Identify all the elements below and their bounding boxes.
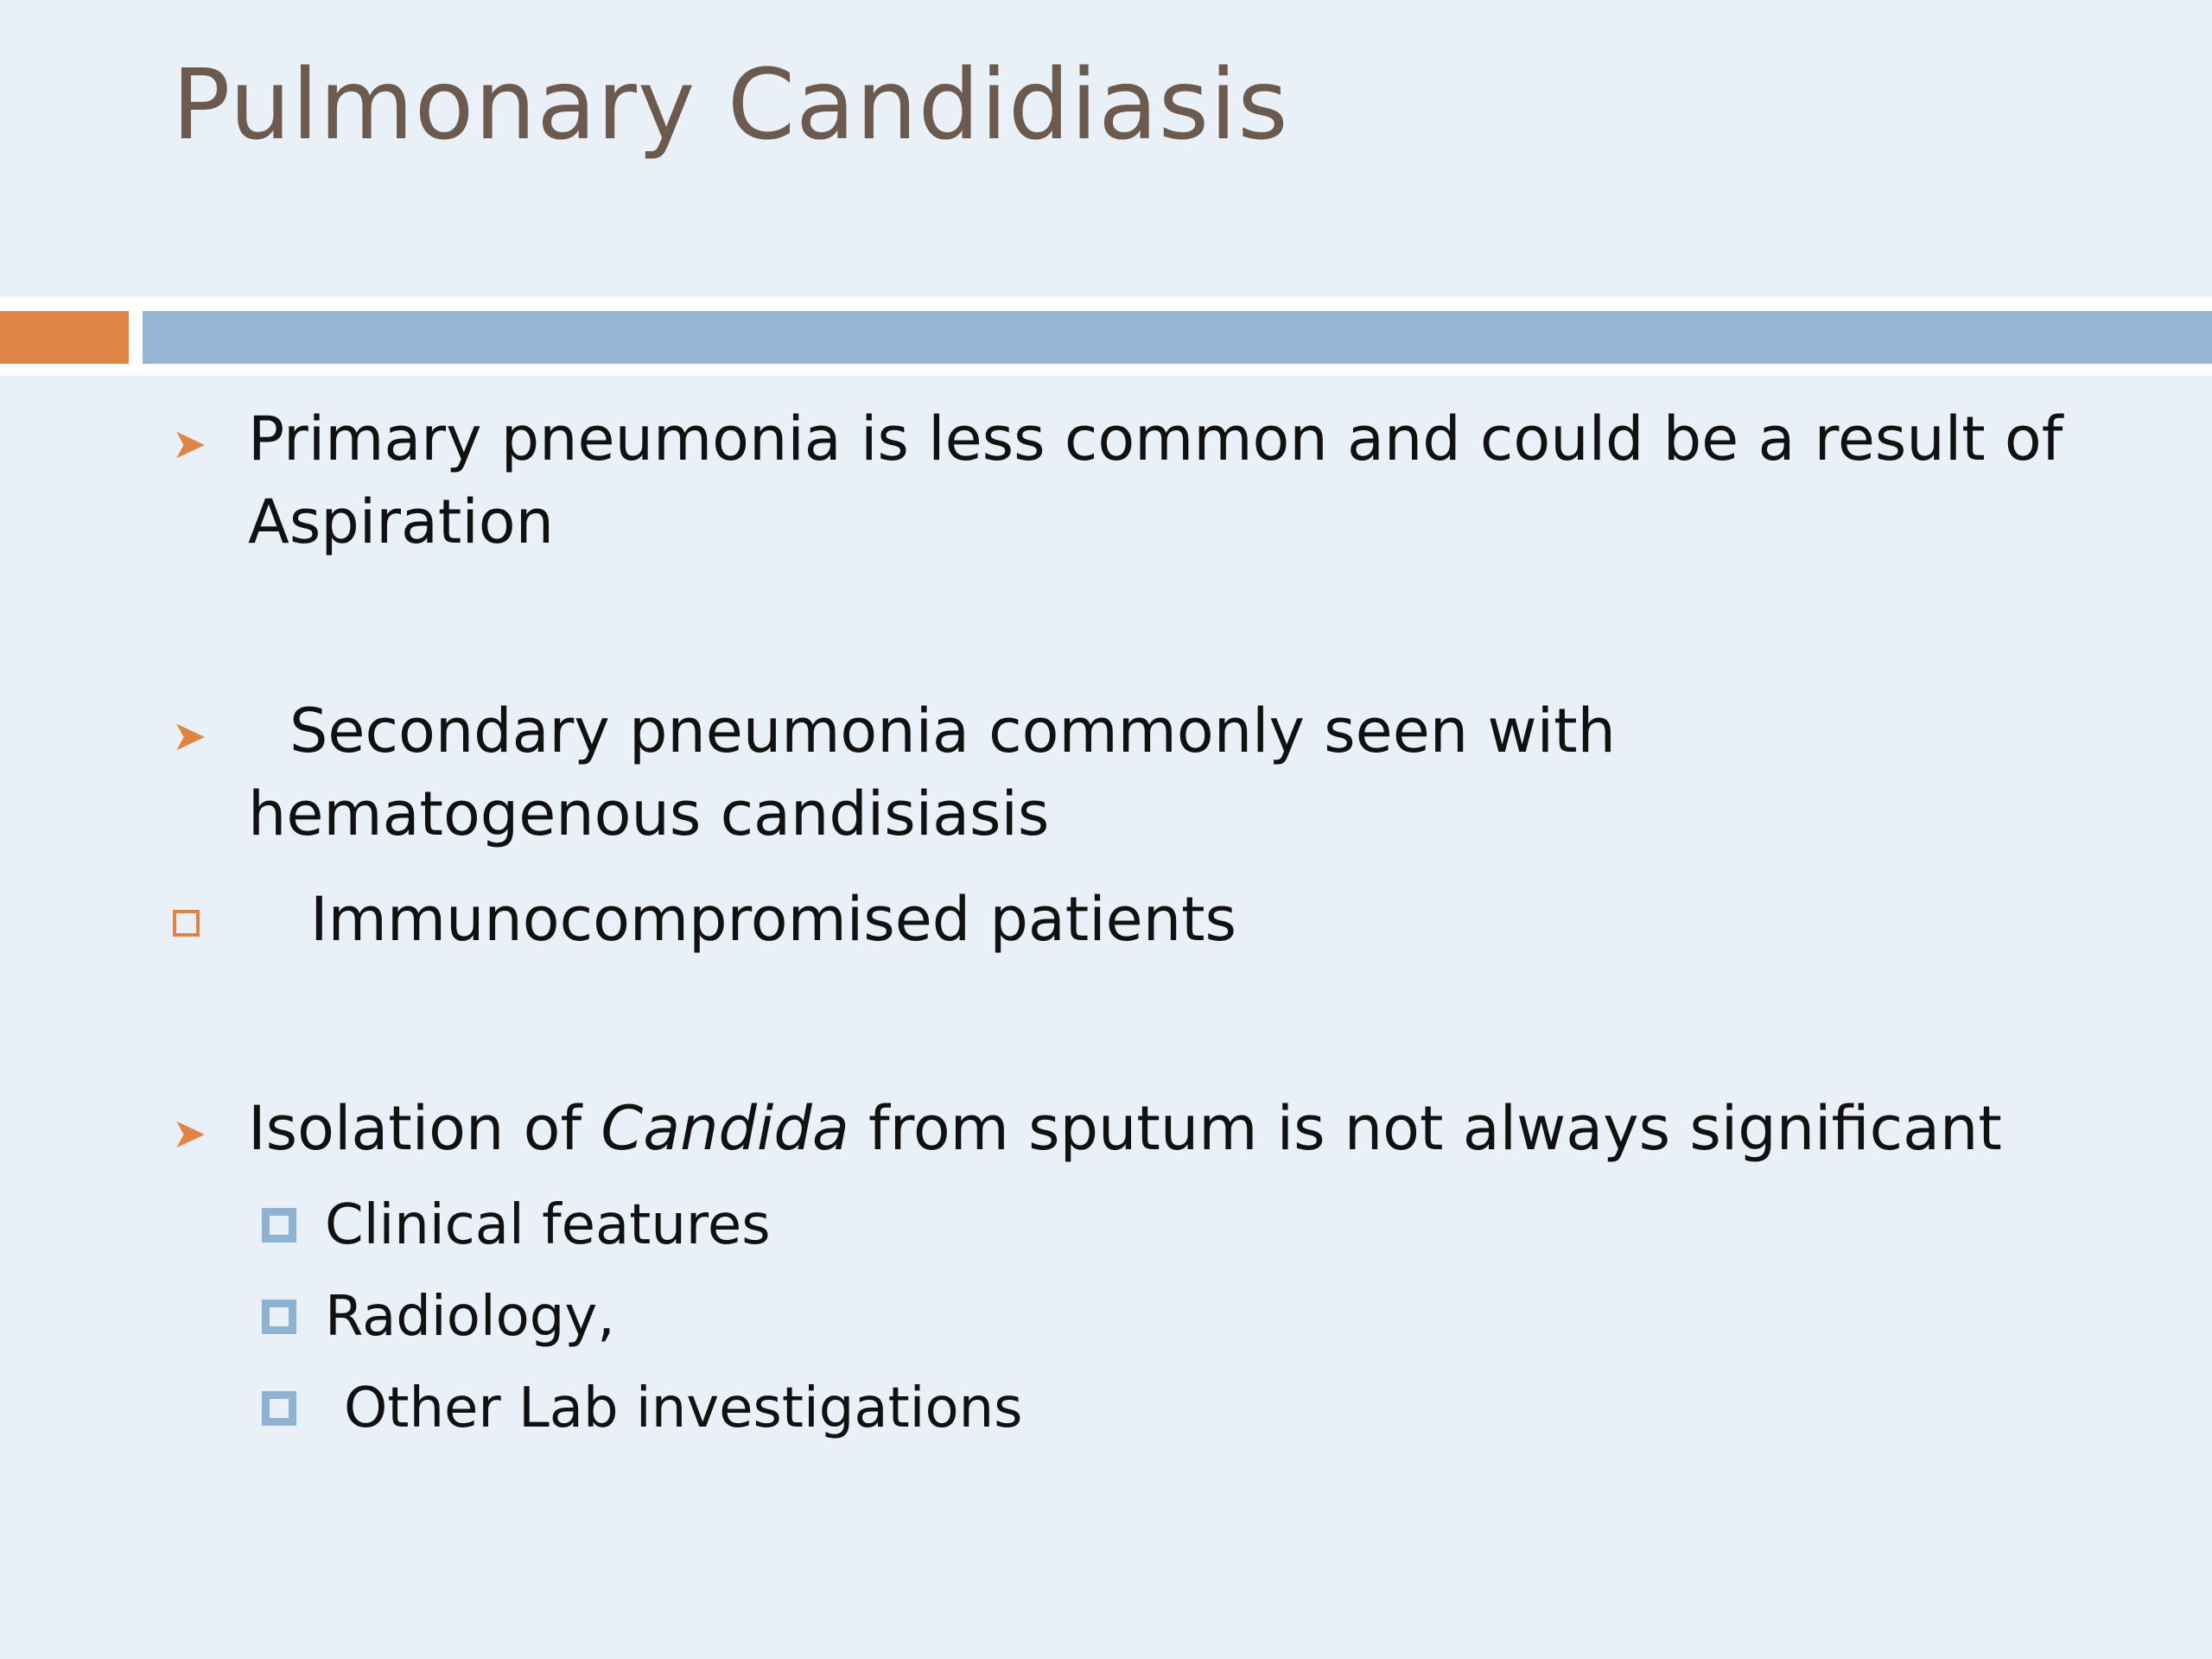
title-divider-orange-block bbox=[0, 311, 129, 364]
hollow-square-icon bbox=[262, 1391, 296, 1426]
bullet-primary-pneumonia: Primary pneumonia is less common and could be a result of Aspiration bbox=[248, 404, 2063, 557]
arrowhead-right-icon: ➤ bbox=[172, 1109, 207, 1158]
title-divider-blue-bar bbox=[143, 311, 2212, 364]
bullet-isolation-text-after: from sputum is not always significant bbox=[849, 1093, 2002, 1164]
bullet-immunocompromised: Immunocompromised patients bbox=[310, 884, 1237, 955]
bullet-secondary-pneumonia: Secondary pneumonia commonly seen with hematogenous candisiasis bbox=[248, 696, 1616, 849]
hollow-square-icon bbox=[262, 1300, 296, 1334]
sub-item-other-lab: Other Lab investigations bbox=[344, 1376, 1023, 1440]
arrowhead-right-icon: ➤ bbox=[172, 712, 207, 760]
bullet-isolation-text-before: Isolation of bbox=[248, 1093, 601, 1164]
sub-item-clinical-features: Clinical features bbox=[325, 1193, 771, 1257]
hollow-square-icon bbox=[173, 910, 200, 937]
sub-item-radiology: Radiology, bbox=[325, 1285, 615, 1349]
arrowhead-right-icon: ➤ bbox=[172, 420, 207, 468]
bullet-isolation-candida bbox=[248, 1087, 2071, 1170]
slide-title: Pulmonary Candidiasis bbox=[172, 49, 1289, 162]
hollow-square-icon bbox=[262, 1208, 296, 1243]
bullet-isolation-text-italic: Candida bbox=[601, 1093, 849, 1164]
